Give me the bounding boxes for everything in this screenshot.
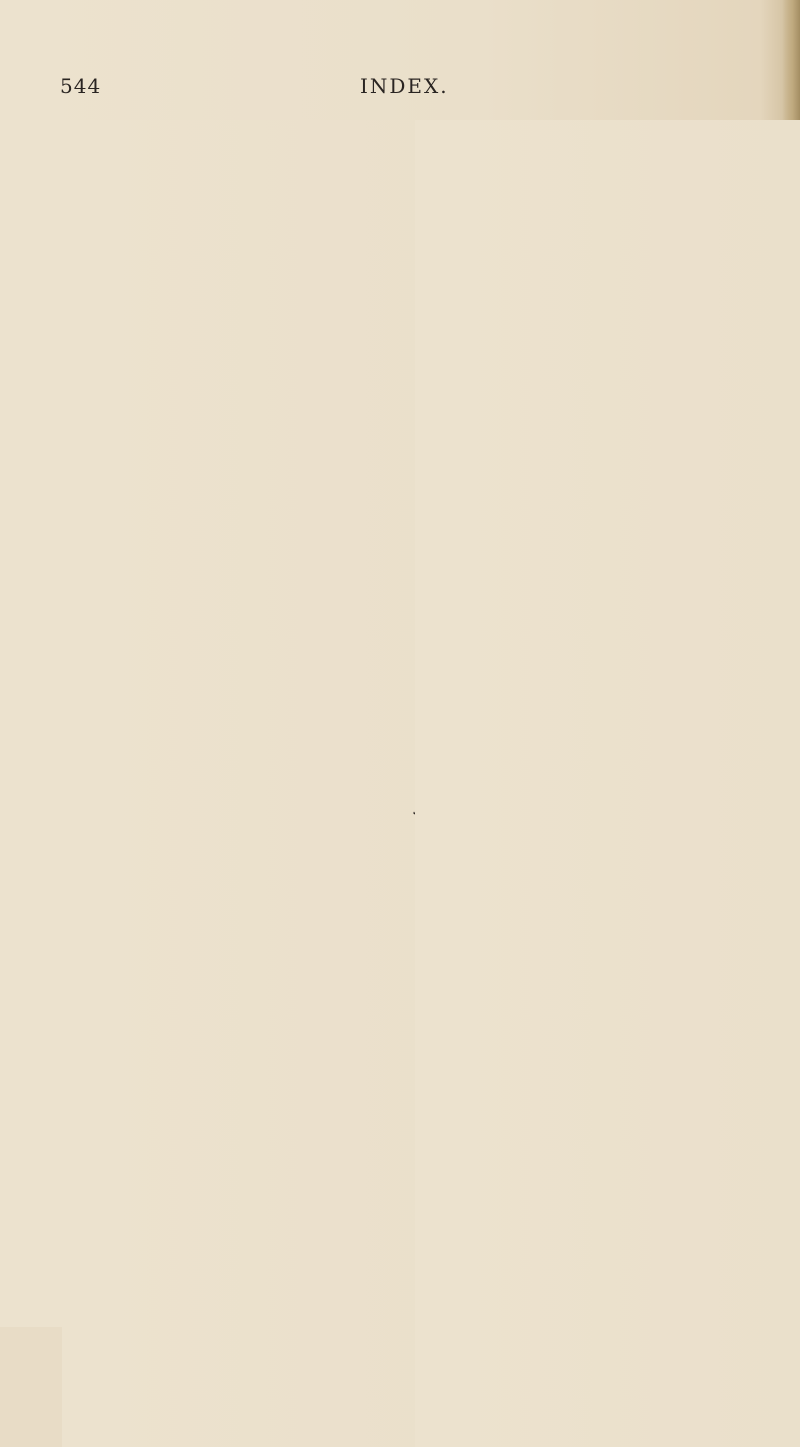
index-entry xyxy=(415,1002,747,1025)
page-header xyxy=(60,74,700,104)
running-title: INDEX. xyxy=(360,74,449,98)
page-number: 544 xyxy=(60,74,102,98)
index-entry xyxy=(62,1026,400,1049)
pickles-list xyxy=(62,773,400,1049)
entry-page xyxy=(415,120,800,1447)
left-column xyxy=(62,120,400,1049)
drinks-list xyxy=(415,450,747,1025)
right-column xyxy=(415,120,747,1025)
